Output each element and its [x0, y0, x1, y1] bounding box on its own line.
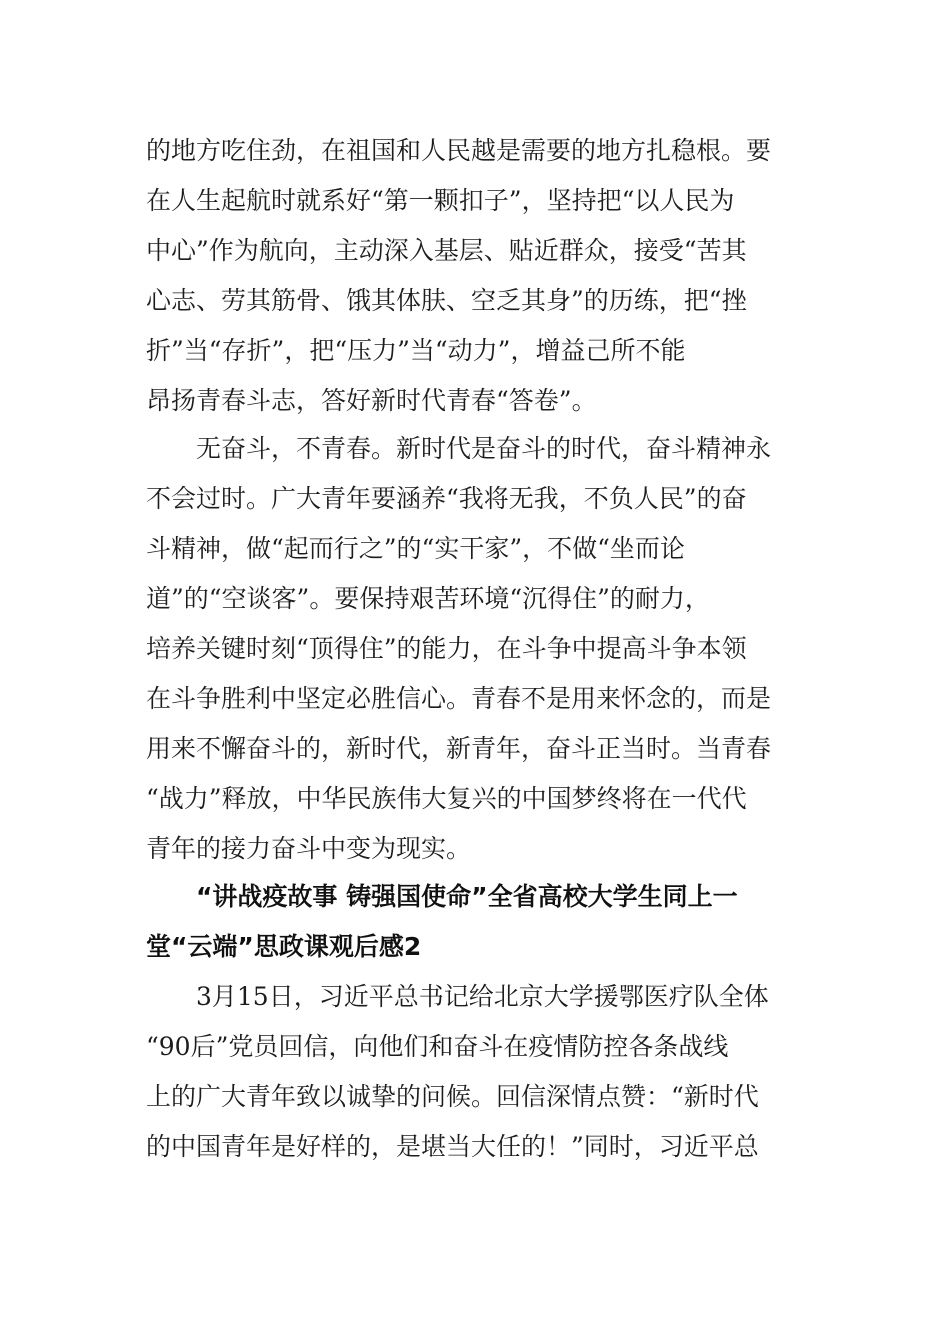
paragraph-2 — [146, 424, 786, 874]
paragraph-line: “90后”党员回信，向他们和奋斗在疫情防控各条战线 — [146, 1032, 729, 1061]
paragraph-line: 用来不懈奋斗的，新时代，新青年，奋斗正当时。当青春 — [146, 734, 772, 763]
paragraph-line: 不会过时。广大青年要涵养“我将无我，不负人民”的奋 — [146, 484, 747, 513]
paragraph-line: 3月15日，习近平总书记给北京大学援鄂医疗队全体 — [196, 982, 769, 1011]
paragraph-line: 青年的接力奋斗中变为现实。 — [146, 834, 472, 863]
paragraph-line: “战力”释放，中华民族伟大复兴的中国梦终将在一代代 — [146, 784, 747, 813]
paragraph-line: 的地方吃住劲，在祖国和人民越是需要的地方扎稳根。要 — [146, 136, 772, 165]
paragraph-line: 中心”作为航向，主动深入基层、贴近群众，接受“苦其 — [146, 236, 747, 265]
paragraph-line: 在人生起航时就系好“第一颗扣子”，坚持把“以人民为 — [146, 186, 735, 215]
paragraph-3 — [146, 972, 786, 1172]
heading-line: 堂“云端”思政课观后感2 — [146, 932, 422, 961]
paragraph-1 — [146, 126, 786, 426]
section-heading — [146, 872, 786, 972]
paragraph-line: 培养关键时刻“顶得住”的能力，在斗争中提高斗争本领 — [146, 634, 747, 663]
paragraph-line: 在斗争胜利中坚定必胜信心。青春不是用来怀念的，而是 — [146, 684, 772, 713]
paragraph-line: 道”的“空谈客”。要保持艰苦环境“沉得住”的耐力， — [146, 584, 710, 613]
paragraph-line: 昂扬青春斗志，答好新时代青春“答卷”。 — [146, 386, 597, 415]
paragraph-line: 折”当“存折”，把“压力”当“动力”，增益己所不能 — [146, 336, 686, 365]
heading-line: “讲战疫故事 铸强国使命”全省高校大学生同上一 — [196, 882, 738, 911]
paragraph-line: 无奋斗，不青春。新时代是奋斗的时代，奋斗精神永 — [196, 434, 772, 463]
paragraph-line: 上的广大青年致以诚挚的问候。回信深情点赞：“新时代 — [146, 1082, 759, 1111]
paragraph-line: 的中国青年是好样的，是堪当大任的！”同时，习近平总 — [146, 1132, 759, 1161]
paragraph-line: 心志、劳其筋骨、饿其体肤、空乏其身”的历练，把“挫 — [146, 286, 747, 315]
paragraph-line: 斗精神，做“起而行之”的“实干家”，不做“坐而论 — [146, 534, 685, 563]
